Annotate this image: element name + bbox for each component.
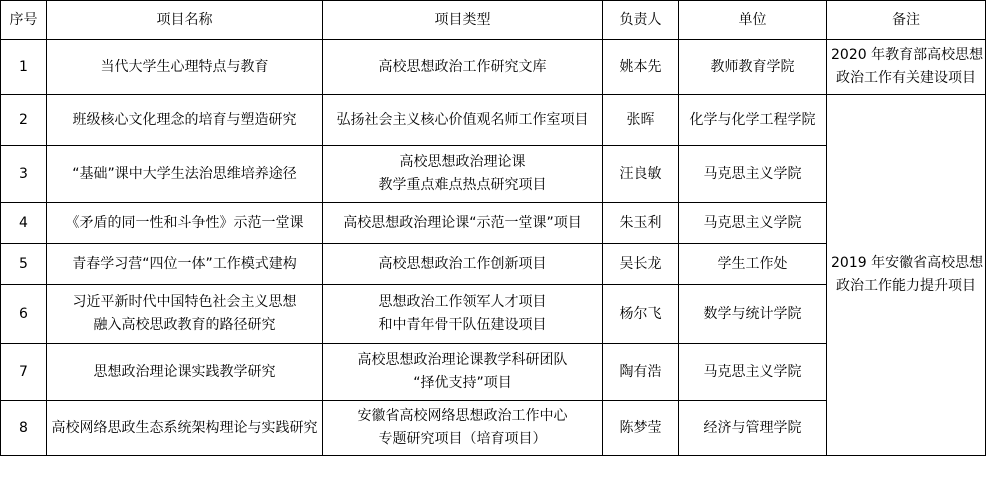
table-header xyxy=(1,1,986,40)
cell-name xyxy=(47,401,323,456)
cell-type xyxy=(323,95,603,146)
cell-type-line: 高校思想政治理论课 xyxy=(399,154,526,170)
cell-type-line: 弘扬社会主义核心价值观名师工作室项目 xyxy=(336,111,589,128)
cell-type xyxy=(323,344,603,401)
cell-owner: 吴长龙 xyxy=(603,244,679,285)
column-header-name: 项目名称 xyxy=(47,1,323,40)
cell-unit xyxy=(679,203,827,244)
cell-type-line: 和中青年骨干队伍建设项目 xyxy=(378,317,547,333)
cell-name xyxy=(47,203,323,244)
cell-no: 5 xyxy=(1,244,47,285)
table-row xyxy=(1,40,986,95)
cell-name-line: 习近平新时代中国特色社会主义思想 xyxy=(72,294,297,310)
cell-owner: 汪良敏 xyxy=(603,146,679,203)
table-body xyxy=(1,40,986,456)
cell-unit-line: 经济与管理学院 xyxy=(703,419,802,436)
column-header-no: 序号 xyxy=(1,1,47,40)
cell-unit xyxy=(679,40,827,95)
table-row xyxy=(1,95,986,146)
cell-owner: 张晖 xyxy=(603,95,679,146)
column-header-owner: 负责人 xyxy=(603,1,679,40)
cell-name-line: 高校网络思政生态系统架构理论与实践研究 xyxy=(51,419,318,436)
cell-unit-line: 学生工作处 xyxy=(717,255,788,272)
cell-note-line: 2019 年安徽省高校思想 xyxy=(831,255,984,271)
cell-name-line: 班级核心文化理念的培育与塑造研究 xyxy=(72,111,297,128)
cell-type-line: 思想政治工作领军人才项目 xyxy=(378,294,547,310)
cell-type xyxy=(323,40,603,95)
cell-no: 3 xyxy=(1,146,47,203)
cell-unit xyxy=(679,401,827,456)
cell-type-line: 高校思想政治理论课“示范一堂课”项目 xyxy=(343,214,582,231)
cell-note xyxy=(827,95,986,456)
cell-type-line: 高校思想政治工作研究文库 xyxy=(378,58,547,75)
cell-name-line: 青春学习营“四位一体”工作模式建构 xyxy=(72,255,297,272)
cell-unit xyxy=(679,95,827,146)
cell-unit-line: 化学与化学工程学院 xyxy=(689,111,816,128)
cell-name xyxy=(47,285,323,344)
cell-no: 1 xyxy=(1,40,47,95)
table-header-row xyxy=(1,1,986,40)
column-header-note: 备注 xyxy=(827,1,986,40)
cell-name-line: “基础”课中大学生法治思维培养途径 xyxy=(72,165,297,182)
cell-type-line: 专题研究项目（培育项目） xyxy=(378,431,547,447)
cell-unit-line: 马克思主义学院 xyxy=(703,165,802,182)
cell-name-line: 思想政治理论课实践教学研究 xyxy=(93,363,276,380)
cell-unit xyxy=(679,285,827,344)
cell-name xyxy=(47,40,323,95)
cell-no: 8 xyxy=(1,401,47,456)
cell-owner: 朱玉利 xyxy=(603,203,679,244)
cell-unit xyxy=(679,344,827,401)
cell-owner: 姚本先 xyxy=(603,40,679,95)
cell-unit xyxy=(679,146,827,203)
cell-type xyxy=(323,285,603,344)
cell-note-line: 政治工作有关建设项目 xyxy=(836,70,976,86)
cell-owner: 陶有浩 xyxy=(603,344,679,401)
cell-owner: 陈梦莹 xyxy=(603,401,679,456)
cell-type-line: 高校思想政治理论课教学科研团队 xyxy=(357,352,568,368)
cell-name-line: 当代大学生心理特点与教育 xyxy=(100,58,269,75)
cell-no: 2 xyxy=(1,95,47,146)
cell-type xyxy=(323,244,603,285)
cell-name-line: 《矛盾的同一性和斗争性》示范一堂课 xyxy=(65,214,304,231)
cell-name xyxy=(47,95,323,146)
cell-unit-line: 数学与统计学院 xyxy=(703,305,802,322)
cell-unit-line: 马克思主义学院 xyxy=(703,214,802,231)
cell-unit xyxy=(679,244,827,285)
cell-name xyxy=(47,146,323,203)
cell-name xyxy=(47,244,323,285)
cell-name-line: 融入高校思政教育的路径研究 xyxy=(93,317,276,333)
cell-type-line: 高校思想政治工作创新项目 xyxy=(378,255,547,272)
cell-owner: 杨尔飞 xyxy=(603,285,679,344)
column-header-type: 项目类型 xyxy=(323,1,603,40)
cell-no: 4 xyxy=(1,203,47,244)
cell-no: 7 xyxy=(1,344,47,401)
cell-note-line: 政治工作能力提升项目 xyxy=(836,278,976,294)
column-header-unit: 单位 xyxy=(679,1,827,40)
cell-type xyxy=(323,146,603,203)
cell-type-line: 安徽省高校网络思想政治工作中心 xyxy=(357,408,568,424)
cell-note xyxy=(827,40,986,95)
cell-note-line: 2020 年教育部高校思想 xyxy=(831,47,984,63)
cell-type xyxy=(323,203,603,244)
cell-type-line: 教学重点难点热点研究项目 xyxy=(378,177,547,193)
cell-type xyxy=(323,401,603,456)
cell-unit-line: 马克思主义学院 xyxy=(703,363,802,380)
cell-no: 6 xyxy=(1,285,47,344)
cell-name xyxy=(47,344,323,401)
cell-unit-line: 教师教育学院 xyxy=(710,58,795,75)
cell-type-line: “择优支持”项目 xyxy=(413,375,512,391)
